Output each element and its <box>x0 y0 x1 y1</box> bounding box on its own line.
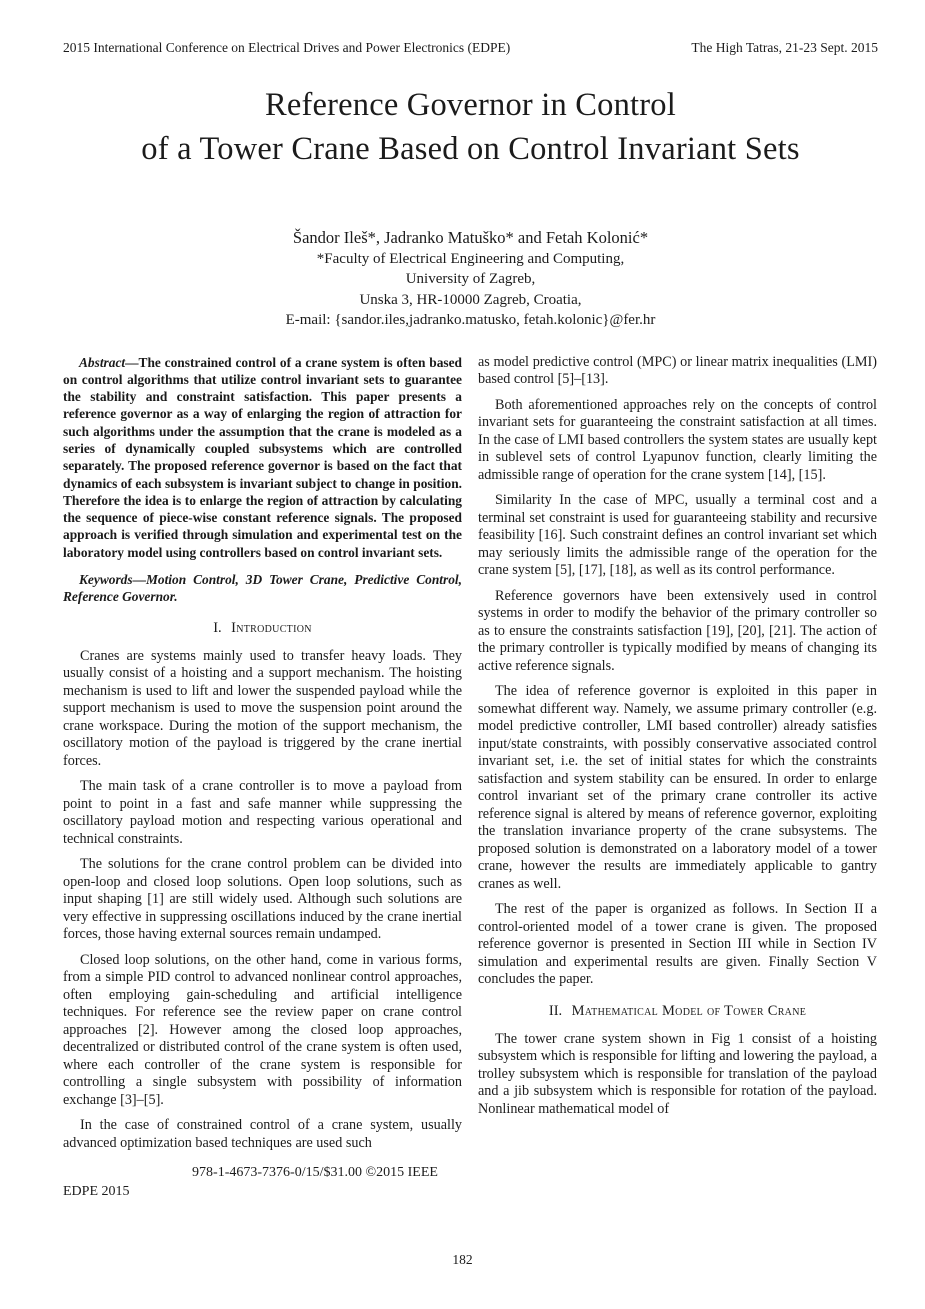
section-title: Introduction <box>231 619 312 636</box>
running-head <box>63 40 878 56</box>
body-paragraph: The idea of reference governor is exploited in this paper in somewhat different way. Namely, we assume primary controller (e.g. model predictive controller, LMI based controller) already satisfies input/state constraints, with possibly conservative associated control invariant set, i.e. the set of initial states for which the constraints satisfaction and system stability can be ensured. In order to enlarge control invariant set of the primary crane controller its active reference signal is altered by means of reference governor, exploiting the translation invariance property of the crane subsystems. The proposed solution is demonstrated on a laboratory model of a tower crane, however the results are immediately applicable to gantry cranes as well. <box>478 683 877 892</box>
body-paragraph: Closed loop solutions, on the other hand, come in various forms, from a simple PID control to advanced nonlinear control approaches, often employing gain-scheduling and artificial intelligence techniques. For reference see the review paper on crane control approaches [2]. However among the closed loop approaches, decentralized or distributed control of the crane system is often used, where each controller of the crane system is responsible for controlling a single subsystem with possibility of information exchange [3]–[5]. <box>63 951 462 1108</box>
body-paragraph: The tower crane system shown in Fig 1 consist of a hoisting subsystem which is responsible for lifting and lowering the payload, a trolley subsystem which is responsible for translation of the payload and a jib subsystem which is responsible for rotation of the payload. Nonlinear mathematical model of <box>478 1030 877 1117</box>
conference-footer: EDPE 2015 <box>63 1184 130 1199</box>
paper-title-line1: Reference Governor in Control <box>264 87 676 123</box>
body-paragraph: The solutions for the crane control problem can be divided into open-loop and closed loop solutions. Open loop solutions, such as input shaping [1] are still widely used. Although such solutions are very effective in suppressing oscillations induced by the crane inertial forces, those having external sources remain undamped. <box>63 856 462 943</box>
author-block <box>63 228 878 331</box>
abstract-paragraph <box>63 354 462 562</box>
two-column-body <box>63 354 878 1161</box>
keywords-text: —Motion Control, 3D Tower Crane, Predictive Control, Reference Governor. <box>63 572 462 605</box>
body-paragraph-continuation: as model predictive control (MPC) or linear matrix inequalities (LMI) based control [5]–[13]. <box>478 353 877 387</box>
abstract-label: Abstract <box>79 354 126 370</box>
author-names: Šandor Ileš*, Jadranko Matuško* and Fetah Kolonić* <box>292 228 649 247</box>
author-email: E-mail: {sandor.iles,jadranko.matusko, fetah.kolonic}@fer.hr <box>285 312 656 328</box>
body-paragraph: Similarity In the case of MPC, usually a terminal cost and a terminal set constraint is used for guaranteeing stability and recursive feasibility [16]. Such constraint defines an control invariant set which may seriously limits the admissible range of the operation for the crane system [5], [17], [18], as well as its control performance. <box>478 492 877 578</box>
section-number: II. <box>548 1002 563 1019</box>
body-paragraph: Reference governors have been extensively used in control systems in order to modify the behavior of the primary controller so as to ensure the constraints satisfaction [19], [20], [21]. The action of the primary controller is typically modified by means of changing its active reference signals. <box>478 587 877 674</box>
paper-title <box>63 83 878 171</box>
section-heading-mathematical-model <box>478 1003 877 1020</box>
author-address: Unska 3, HR-10000 Zagreb, Croatia, <box>359 291 582 308</box>
abstract-text: —The constrained control of a crane system is often based on control algorithms that utilize control invariant sets to guarantee the stability and constraint satisfaction. This paper presents a reference governor as a way of enlarging the region of attraction for such algorithms under the assumption that the crane is modeled as a series of dynamically coupled subsystems which are controlled separately. The proposed reference governor is based on the fact that dynamics of each subsystem is invariant subject to change in position. Therefore the idea is to enlarge the region of attraction by calculating the sequence of piece-wise constant reference signals. The proposed approach is verified through simulation and experimental test on the laboratory model using controllers based on control invariant sets. <box>63 354 462 560</box>
author-university: University of Zagreb, <box>405 271 536 287</box>
left-column <box>63 354 462 1161</box>
conference-location-date: The High Tatras, 21-23 Sept. 2015 <box>691 40 878 55</box>
section-heading-introduction <box>63 620 462 637</box>
copyright-notice: 978-1-4673-7376-0/15/$31.00 ©2015 IEEE <box>192 1165 438 1180</box>
keywords-label: Keywords <box>79 572 133 588</box>
page-number: 182 <box>452 1252 473 1267</box>
section-title: Mathematical Model of Tower Crane <box>571 1002 807 1019</box>
body-paragraph: Cranes are systems mainly used to transfer heavy loads. They usually consist of a hoisting and a support mechanism. The hoisting mechanism is used to lift and lower the suspended payload while the support mechanism is used to move the suspension point around the crane workspace. During the motion of the support mechanism, the oscillatory motion of the payload is triggered by the crane inertial forces. <box>63 647 462 769</box>
body-paragraph: In the case of constrained control of a crane system, usually advanced optimization based techniques are used such <box>63 1117 462 1151</box>
keywords-paragraph <box>63 571 462 606</box>
first-page-footnote <box>63 1163 462 1201</box>
section-number: I. <box>213 619 222 636</box>
right-column <box>478 354 877 1161</box>
body-paragraph: The main task of a crane controller is to move a payload from point to point in a fast and safe manner while suppressing the oscillatory payload motion and respecting various operational and technical constraints. <box>63 778 462 847</box>
body-paragraph: The rest of the paper is organized as follows. In Section II a control-oriented model of a tower crane is given. The proposed reference governor is presented in Section III while in Section IV simulation and experimental results are given. Finally Section V concludes the paper. <box>478 901 877 987</box>
author-affiliation: *Faculty of Electrical Engineering and Computing, <box>316 250 625 267</box>
conference-name: 2015 International Conference on Electrical Drives and Power Electronics (EDPE) <box>63 40 511 55</box>
paper-title-line2: of a Tower Crane Based on Control Invariant Sets <box>141 131 800 167</box>
body-paragraph: Both aforementioned approaches rely on the concepts of control invariant sets for guaranteeing the constraint satisfaction at all times. In the case of LMI based controllers the system states are usually kept in sublevel sets of control Lyapunov function, clearly limiting the admissible range of operation for the crane system [14], [15]. <box>478 396 877 483</box>
